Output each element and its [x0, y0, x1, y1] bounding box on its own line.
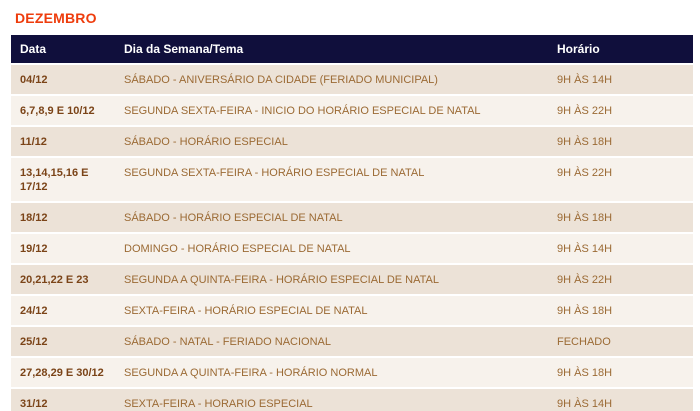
row-date-cell: 13,14,15,16 E 17/12 — [11, 158, 115, 201]
table-row — [11, 234, 693, 263]
header-cell-date: Data — [11, 35, 115, 63]
row-date-cell: 04/12 — [11, 65, 115, 94]
table-row — [11, 65, 693, 94]
table-row — [11, 296, 693, 325]
row-time-cell: 9H ÀS 18H — [548, 296, 693, 325]
table-row — [11, 127, 693, 156]
table-row — [11, 327, 693, 356]
row-time-cell: 9H ÀS 14H — [548, 389, 693, 411]
row-date-cell: 18/12 — [11, 203, 115, 232]
header-row — [11, 35, 693, 63]
header-cell-theme: Dia da Semana/Tema — [115, 35, 548, 63]
row-theme-cell: SÁBADO - ANIVERSÁRIO DA CIDADE (FERIADO MUNICIPAL) — [115, 65, 548, 94]
row-date-cell: 20,21,22 E 23 — [11, 265, 115, 294]
row-theme-cell: SÁBADO - HORÁRIO ESPECIAL DE NATAL — [115, 203, 548, 232]
row-theme-cell: SEGUNDA A QUINTA-FEIRA - HORÁRIO ESPECIAL DE NATAL — [115, 265, 548, 294]
row-time-cell: FECHADO — [548, 327, 693, 356]
row-time-cell: 9H ÀS 18H — [548, 358, 693, 387]
row-time-cell: 9H ÀS 14H — [548, 234, 693, 263]
table-row — [11, 358, 693, 387]
row-date-cell: 27,28,29 E 30/12 — [11, 358, 115, 387]
row-time-cell: 9H ÀS 18H — [548, 203, 693, 232]
row-theme-cell: SEXTA-FEIRA - HORARIO ESPECIAL — [115, 389, 548, 411]
row-time-cell: 9H ÀS 18H — [548, 127, 693, 156]
header-cell-time: Horário — [548, 35, 693, 63]
table-row — [11, 389, 693, 411]
row-theme-cell: DOMINGO - HORÁRIO ESPECIAL DE NATAL — [115, 234, 548, 263]
row-theme-cell: SEXTA-FEIRA - HORÁRIO ESPECIAL DE NATAL — [115, 296, 548, 325]
row-time-cell: 9H ÀS 22H — [548, 158, 693, 201]
table-row — [11, 96, 693, 125]
schedule-table — [11, 33, 693, 411]
row-date-cell: 11/12 — [11, 127, 115, 156]
row-date-cell: 19/12 — [11, 234, 115, 263]
row-theme-cell: SEGUNDA SEXTA-FEIRA - HORÁRIO ESPECIAL DE NATAL — [115, 158, 548, 201]
row-theme-cell: SEGUNDA SEXTA-FEIRA - INICIO DO HORÁRIO ESPECIAL DE NATAL — [115, 96, 548, 125]
row-date-cell: 6,7,8,9 E 10/12 — [11, 96, 115, 125]
row-time-cell: 9H ÀS 14H — [548, 65, 693, 94]
table-row — [11, 203, 693, 232]
table-row — [11, 265, 693, 294]
month-title: DEZEMBRO — [15, 10, 97, 26]
schedule-table-header — [11, 35, 693, 63]
row-date-cell: 25/12 — [11, 327, 115, 356]
row-time-cell: 9H ÀS 22H — [548, 265, 693, 294]
row-date-cell: 31/12 — [11, 389, 115, 411]
row-time-cell: 9H ÀS 22H — [548, 96, 693, 125]
row-date-cell: 24/12 — [11, 296, 115, 325]
row-theme-cell: SÁBADO - NATAL - FERIADO NACIONAL — [115, 327, 548, 356]
schedule-table-body — [11, 65, 693, 411]
row-theme-cell: SÁBADO - HORÁRIO ESPECIAL — [115, 127, 548, 156]
table-row — [11, 158, 693, 201]
row-theme-cell: SEGUNDA A QUINTA-FEIRA - HORÁRIO NORMAL — [115, 358, 548, 387]
